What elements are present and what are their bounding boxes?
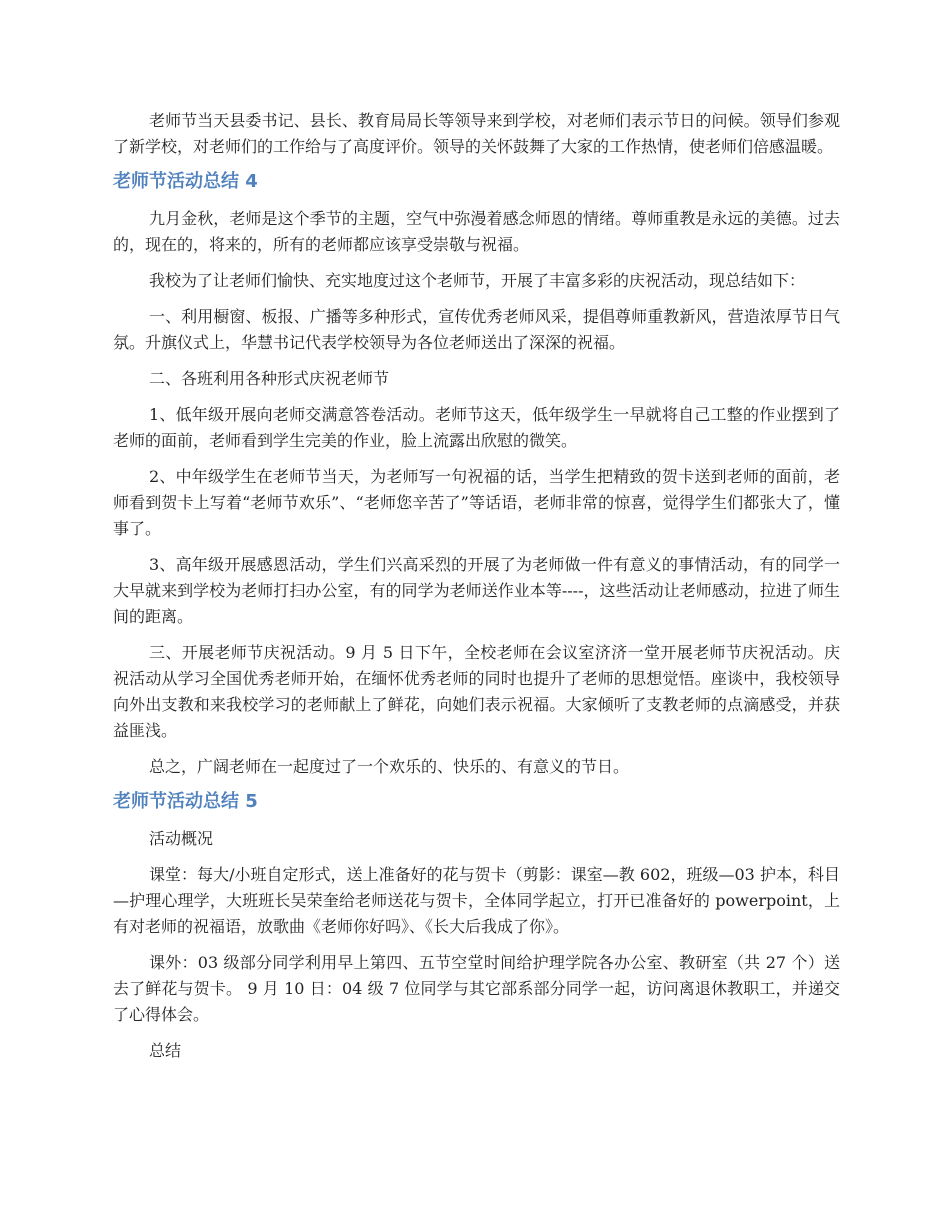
- paragraph: 1、低年级开展向老师交满意答卷活动。老师节这天，低年级学生一早就将自己工整的作业摆到了老师的面前，老师看到学生完美的作业，脸上流露出欣慰的微笑。: [113, 405, 840, 450]
- paragraph: 3、高年级开展感恩活动，学生们兴高采烈的开展了为老师做一件有意义的事情活动，有的同学一大早就来到学校为老师打扫办公室，有的同学为老师送作业本等----，这些活动让老师感动，拉进了师生间的距离。: [113, 555, 840, 626]
- paragraph: 课外：03 级部分同学利用早上第四、五节空堂时间给护理学院各办公室、教研室（共 27 个）送去了鲜花与贺卡。 9 月 10 日：04 级 7 位同学与其它部系部分同学一起，访问离退休教职工，并递交了心得体会。: [113, 953, 840, 1024]
- paragraph-intro: 老师节当天县委书记、县长、教育局局长等领导来到学校，对老师们表示节日的问候。领导们参观了新学校，对老师们的工作给与了高度评价。领导的关怀鼓舞了大家的工作热情，使老师们倍感温暖。: [113, 111, 840, 156]
- paragraph: 课堂：每大/小班自定形式，送上准备好的花与贺卡（剪影：课室—教 602，班级—03 护本，科目—护理心理学，大班班长吴荣奎给老师送花与贺卡，全体同学起立，打开已准备好的 powerpoint，上有对老师的祝福语，放歌曲《老师你好吗》、《长大后我成了你》。: [113, 865, 840, 936]
- section-heading-4: 老师节活动总结 4: [113, 171, 258, 192]
- document-page: [113, 108, 840, 1074]
- paragraph: 三、开展老师节庆祝活动。9 月 5 日下午，全校老师在会议室济济一堂开展老师节庆祝活动。庆祝活动从学习全国优秀老师开始，在缅怀优秀老师的同时也提升了老师的思想觉悟。座谈中，我校领导向外出支教和来我校学习的老师献上了鲜花，向她们表示祝福。大家倾听了支教老师的点滴感受，并获益匪浅。: [113, 643, 840, 740]
- section-heading-5: 老师节活动总结 5: [113, 791, 258, 812]
- paragraph: 2、中年级学生在老师节当天，为老师写一句祝福的话，当学生把精致的贺卡送到老师的面前，老师看到贺卡上写着“老师节欢乐”、“老师您辛苦了”等话语，老师非常的惊喜，觉得学生们都张大了，懂事了。: [113, 467, 840, 538]
- paragraph: 活动概况: [149, 829, 214, 848]
- paragraph: 我校为了让老师们愉快、充实地度过这个老师节，开展了丰富多彩的庆祝活动，现总结如下：: [149, 271, 806, 290]
- paragraph: 二、各班利用各种形式庆祝老师节: [149, 369, 390, 388]
- paragraph: 总结: [149, 1041, 182, 1060]
- paragraph: 总之，广阔老师在一起度过了一个欢乐的、快乐的、有意义的节日。: [149, 757, 630, 776]
- paragraph: 九月金秋，老师是这个季节的主题，空气中弥漫着感念师恩的情绪。尊师重教是永远的美德。过去的，现在的，将来的，所有的老师都应该享受崇敬与祝福。: [113, 209, 840, 254]
- paragraph: 一、利用橱窗、板报、广播等多种形式，宣传优秀老师风采，提倡尊师重教新风，营造浓厚节日气氛。升旗仪式上，华慧书记代表学校领导为各位老师送出了深深的祝福。: [113, 307, 840, 352]
